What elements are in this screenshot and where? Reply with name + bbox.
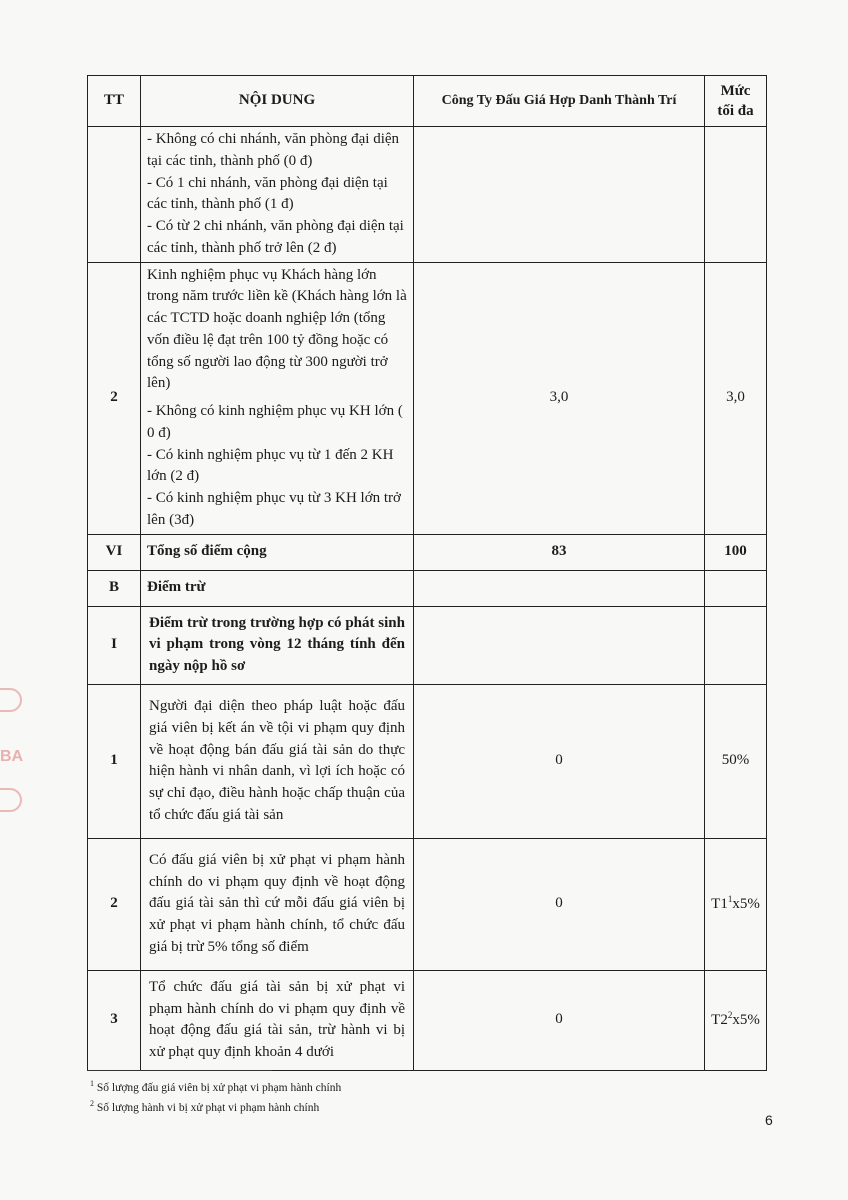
content-line: - Có kinh nghiệm phục vụ từ 1 đến 2 KH lớn (2 đ): [147, 446, 394, 485]
row-max-value: $T2^2x5\%$: [705, 970, 767, 1070]
row-company-value: 3,0: [414, 262, 705, 534]
table-row: [88, 684, 767, 838]
footnote-1: $^1$ Số lượng đấu giá viên bị xử phạt vi phạm hành chính: [90, 1079, 342, 1094]
row-tt: 3: [88, 970, 141, 1070]
row-content: [141, 127, 414, 263]
header-noi-dung: NỘI DUNG: [141, 76, 414, 127]
content-line: - Có từ 2 chi nhánh, văn phòng đại diện tại các tỉnh, thành phố trở lên (2 đ): [147, 218, 404, 256]
page-number: 6: [765, 1112, 773, 1128]
red-stamp-fragment: BA: [0, 688, 30, 808]
row-max-value: 3,0: [705, 262, 767, 534]
row-company-value: 0: [414, 970, 705, 1070]
row-company-value: [414, 570, 705, 606]
row-tt: I: [88, 606, 141, 684]
content-line: - Có kinh nghiệm phục vụ từ 3 KH lớn trở lên (3đ): [147, 490, 401, 528]
content-line: Tổng số điểm cộng: [147, 543, 267, 560]
row-tt: VI: [88, 534, 141, 570]
row-content: [141, 534, 414, 570]
row-tt: [88, 127, 141, 263]
row-tt: 2: [88, 838, 141, 970]
row-max-value: [705, 570, 767, 606]
row-max-value: [705, 606, 767, 684]
row-max-value: 100: [705, 534, 767, 570]
row-max-value: $T1^1x5\%$: [705, 838, 767, 970]
row-content: [141, 606, 414, 684]
row-max-value: [705, 127, 767, 263]
header-muc-toi-da: Mức tối đa: [705, 76, 767, 127]
scoring-table: [87, 75, 767, 1071]
content-line: Kinh nghiệm phục vụ Khách hàng lớn trong năm trước liền kề (Khách hàng lớn là các TCTD hoặc doanh nghiệp lớn (tổng vốn điều lệ đạt trên 100 tỷ đồng hoặc có tổng số người lao động từ 300 người trở lên): [147, 266, 407, 392]
table-row: [88, 534, 767, 570]
row-company-value: 0: [414, 684, 705, 838]
row-tt: B: [88, 570, 141, 606]
content-line: Điểm trừ: [147, 579, 206, 596]
row-company-value: 0: [414, 838, 705, 970]
row-content: [141, 684, 414, 838]
footnotes: [90, 1078, 341, 1117]
table-row: [88, 570, 767, 606]
row-tt: 1: [88, 684, 141, 838]
row-content: [141, 838, 414, 970]
row-company-value: 83: [414, 534, 705, 570]
header-company: Công Ty Đấu Giá Hợp Danh Thành Trí: [414, 76, 705, 127]
row-tt: 2: [88, 262, 141, 534]
row-max-value: 50%: [705, 684, 767, 838]
table-row: [88, 127, 767, 263]
footnote-divider: [87, 1070, 272, 1071]
row-content: [141, 970, 414, 1070]
content-line: - Có 1 chi nhánh, văn phòng đại diện tại các tỉnh, thành phố (1 đ): [147, 174, 388, 213]
footnote-2: $^2$ Số lượng hành vi bị xử phạt vi phạm hành chính: [90, 1098, 320, 1114]
table-row: [88, 606, 767, 684]
table-row: [88, 262, 767, 534]
content-line: - Không có kinh nghiệm phục vụ KH lớn ( 0 đ): [147, 403, 403, 441]
content-line: - Không có chi nhánh, văn phòng đại diện tại các tỉnh, thành phố (0 đ): [147, 131, 400, 169]
content-line: Tổ chức đấu giá tài sản bị xử phạt vi phạm hành chính do vi phạm quy định về hoạt động đấu giá tài sản, trừ hành vi bị xử phạt quy định khoản 4 dưới: [149, 978, 405, 1060]
table-row: [88, 838, 767, 970]
content-line: Điểm trừ trong trường hợp có phát sinh vi phạm trong vòng 12 tháng tính đến ngày nộp hồ sơ: [149, 614, 405, 674]
table-header-row: [88, 76, 767, 127]
row-company-value: [414, 606, 705, 684]
content-line: Có đấu giá viên bị xử phạt vi phạm hành chính do vi phạm quy định về hoạt động đấu giá tài sản thì cứ mỗi đấu giá viên bị xử phạt vi phạm hành chính, tổ chức đấu giá bị trừ 5% tổng số điểm: [149, 851, 405, 955]
row-company-value: [414, 127, 705, 263]
row-content: [141, 570, 414, 606]
header-tt: TT: [88, 76, 141, 127]
table-row: [88, 970, 767, 1070]
content-line: Người đại diện theo pháp luật hoặc đấu giá viên bị kết án về tội vi phạm quy định về hoạt động bán đấu giá tài sản do thực hiện hành vi nhân danh, vì lợi ích hoặc có sự chỉ đạo, điều hành hoặc chấp thuận của tổ chức đấu giá tài sản: [149, 698, 405, 823]
row-content: [141, 262, 414, 534]
